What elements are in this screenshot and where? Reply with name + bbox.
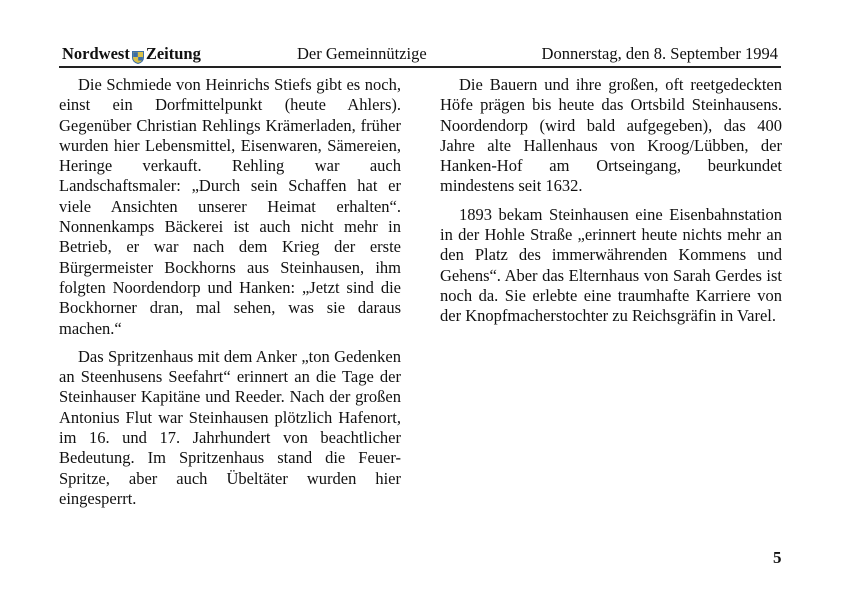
- brand-name-right: Zeitung: [145, 44, 201, 63]
- left-column: [59, 75, 401, 517]
- coat-of-arms-icon: [132, 49, 144, 62]
- supplement-title: Der Gemeinnützige: [297, 44, 427, 63]
- paragraph: Das Spritzenhaus mit dem Anker „ton Gedenken an Steenhusens Seefahrt“ erinnert an die Tage der Steinhauser Kapitäne und Reeder. Nach der großen Antonius Flut war Steinhausen plötzlich Hafenort, im 16. und 17. Jahrhundert von beachtlicher Bedeutung. Im Spritzenhaus stand die Feuer-Spritze, aber auch Übeltäter wurden hier eingesperrt.: [59, 346, 401, 508]
- right-column: [440, 75, 782, 335]
- paragraph: Die Bauern und ihre großen, oft reetgedeckten Höfe prägen bis heute das Ortsbild Steinhausens. Noordendorp (wird bald aufgegeben), das 400 Jahre alte Hallenhaus von Kroog/Lübben, der Hanken-Hof am Ortseingang, beurkundet mindestens seit 1632.: [440, 75, 782, 196]
- page-header: [59, 42, 781, 68]
- paragraph: Die Schmiede von Heinrichs Stiefs gibt es noch, einst ein Dorfmittelpunkt (heute Ahlers). Gegenüber Christian Rehlings Krämerladen, früher wurden hier Lebensmittel, Eisenwaren, Sämereien, Heringe verkauft. Rehling war auch Landschaftsmaler: „Durch sein Schaffen hat er viele Ansichten unserer Heimat erhalten“. Nonnenkamps Bäckerei ist auch nicht mehr in Betrieb, er war nach dem Krieg der erste Bürgermeister Bockhorns aus Steinhausen, ihm folgten Noordendorp und Hanken: „Jetzt sind die Bockhorner dran, mal sehen, was sie daraus machen.“: [59, 75, 401, 338]
- brand-name-left: Nordwest: [62, 44, 130, 63]
- issue-date: Donnerstag, den 8. September 1994: [541, 44, 778, 63]
- newspaper-brand: [62, 44, 201, 64]
- page-number: 5: [773, 548, 782, 567]
- paragraph: 1893 bekam Steinhausen eine Eisenbahnstation in der Hohle Straße „erinnert heute nichts mehr an den Platz des immerwährenden Kommens und Gehens“. Aber das Elternhaus von Sarah Gerdes ist noch da. Sie erlebte eine traumhafte Karriere von der Knopfmacherstochter zu Reichsgräfin in Varel.: [440, 204, 782, 326]
